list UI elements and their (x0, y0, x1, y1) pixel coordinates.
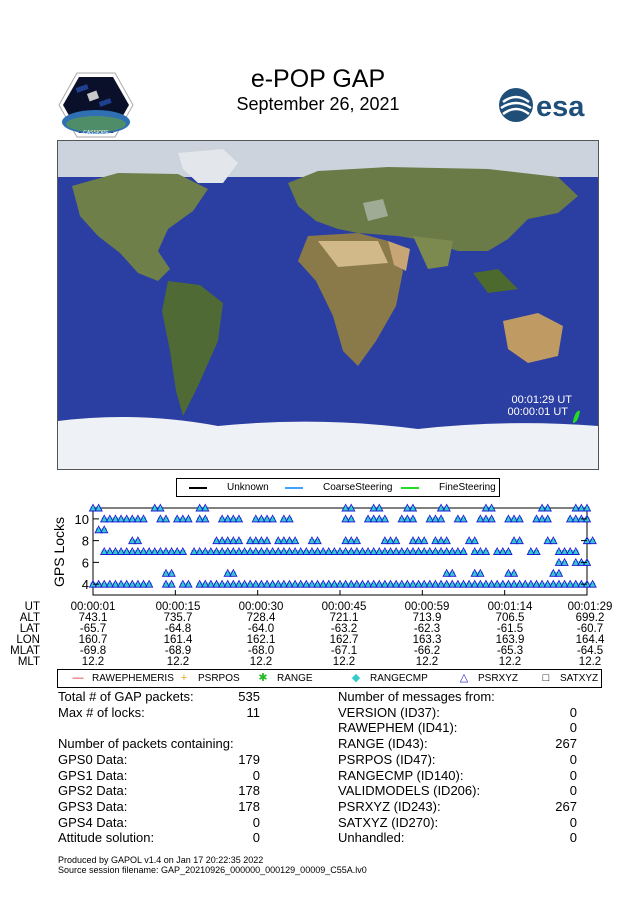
msg-legend-label: RANGE (277, 673, 313, 684)
stat-label: VALIDMODELS (ID206): (338, 783, 481, 799)
stat-value: 178 (238, 783, 260, 799)
lock-point (443, 505, 450, 512)
msg-legend-symbol: □ (542, 672, 550, 684)
eph-cell: -63.2 (330, 623, 358, 635)
lock-point (589, 537, 596, 544)
msg-legend-item (456, 670, 518, 687)
stat-label: VERSION (ID37): (338, 704, 440, 720)
stat-label: GPS3 Data: (58, 798, 128, 814)
stat-value: 11 (246, 704, 260, 720)
stat-value: 0 (569, 830, 577, 846)
eph-cell: -67.1 (330, 645, 358, 657)
stat-value: 178 (238, 798, 260, 814)
stat-label: RANGE (ID43): (338, 736, 428, 752)
eph-row-label: LAT (19, 623, 40, 635)
stat-value: 0 (252, 767, 260, 783)
esa-logo (496, 86, 596, 124)
lock-point (376, 505, 383, 512)
msg-legend-item (538, 670, 598, 687)
eph-cell: -65.3 (496, 645, 524, 657)
eph-cell: 12.2 (81, 656, 105, 668)
eph-cell: -64.0 (247, 623, 275, 635)
legend-coarse-line (285, 487, 303, 489)
msg-legend-symbol: △ (459, 672, 469, 684)
stat-value: 0 (569, 704, 577, 720)
eph-cell: 735.7 (163, 612, 193, 624)
ephemeris-table (0, 601, 636, 667)
msg-legend-label: SATXYZ (560, 673, 599, 684)
eph-cell: 162.7 (329, 634, 359, 646)
eph-cell: -68.9 (164, 645, 192, 657)
gps-locks-chart (40, 500, 600, 604)
msg-legend-symbol: — (72, 672, 84, 684)
stat-value: 0 (569, 814, 577, 830)
legend-fine-line (401, 487, 419, 489)
stat-label: PSRXYZ (ID243): (338, 798, 441, 814)
stat-label: GPS0 Data: (58, 751, 128, 767)
eph-cell: 00:00:45 (321, 601, 367, 613)
eph-cell: 699.2 (575, 612, 605, 624)
y-tick-label: 4 (81, 577, 89, 593)
stat-label: GPS4 Data: (58, 814, 128, 830)
eph-cell: 12.2 (498, 656, 522, 668)
track-label-end: 00:01:29 UT (511, 394, 572, 406)
eph-row-label: ALT (19, 612, 40, 624)
eph-cell: -64.8 (164, 623, 192, 635)
eph-cell: -69.8 (79, 645, 107, 657)
stat-label: Max # of locks: (58, 704, 145, 720)
eph-cell: 713.9 (412, 612, 442, 624)
eph-cell: 728.4 (246, 612, 276, 624)
msg-legend-label: PSRXYZ (478, 673, 519, 684)
eph-cell: 00:01:29 (567, 601, 613, 613)
eph-cell: -66.2 (413, 645, 441, 657)
y-tick-label: 10 (74, 511, 89, 527)
eph-cell: 164.4 (575, 634, 605, 646)
stat-label: RAWEPHEM (ID41): (338, 720, 458, 736)
eph-row-label: UT (24, 601, 40, 613)
msg-legend-item (348, 670, 428, 687)
eph-cell: -65.7 (79, 623, 107, 635)
eph-cell: 12.2 (249, 656, 273, 668)
lock-point (348, 505, 355, 512)
lock-point (544, 505, 551, 512)
page-title: e-POP GAP (250, 65, 386, 93)
svg-text:CASSIOPE: CASSIOPE (83, 130, 109, 136)
lock-point (584, 505, 591, 512)
legend-unknown-line (189, 487, 207, 489)
lock-point (589, 581, 596, 588)
eph-cell: 161.4 (163, 634, 193, 646)
eph-cell: 163.9 (495, 634, 525, 646)
eph-cell: 00:00:01 (70, 601, 116, 613)
stat-value: 179 (238, 751, 260, 767)
stat-label: Unhandled: (338, 830, 405, 846)
stat-value: 0 (569, 720, 577, 736)
stat-value: 267 (555, 798, 577, 814)
legend-coarse: CoarseSteering (285, 479, 392, 496)
stat-label: PSRPOS (ID47): (338, 751, 436, 767)
source-filename-text: Source session filename: GAP_20210926_000000_000129_00009_C55A.lv0 (58, 865, 367, 875)
lock-point (95, 505, 102, 512)
stat-value: 0 (252, 814, 260, 830)
msg-legend-label: RAWEPHEMERIS (92, 673, 174, 684)
steering-legend (176, 478, 500, 497)
eph-cell: 160.7 (78, 634, 108, 646)
eph-cell: -61.5 (496, 623, 524, 635)
stats-left (58, 690, 278, 850)
stat-value: 0 (569, 751, 577, 767)
eph-row-label: MLT (17, 656, 40, 668)
stat-label: SATXYZ (ID270): (338, 814, 439, 830)
eph-cell: 12.2 (415, 656, 439, 668)
eph-cell: 721.1 (329, 612, 359, 624)
stat-label: GPS2 Data: (58, 783, 128, 799)
eph-row-label: MLAT (10, 645, 40, 657)
eph-row-label: LON (16, 634, 40, 646)
lock-point (488, 505, 495, 512)
eph-cell: 00:00:15 (155, 601, 201, 613)
eph-cell: 12.2 (166, 656, 190, 668)
eph-cell: 00:01:14 (487, 601, 533, 613)
stats-right (338, 690, 583, 850)
eph-cell: 00:00:30 (238, 601, 284, 613)
page-date: September 26, 2021 (236, 94, 400, 114)
stat-label: GPS1 Data: (58, 767, 128, 783)
track-label-start: 00:00:01 UT (507, 406, 568, 418)
legend-unknown: Unknown (189, 479, 269, 496)
gps-locks-plot (40, 500, 600, 604)
svg-text:esa: esa (536, 91, 585, 123)
produced-by-text: Produced by GAPOL v1.4 on Jan 17 20:22:35 2022 (58, 855, 264, 865)
y-tick-label: 8 (81, 533, 89, 549)
eph-cell: -62.3 (413, 623, 441, 635)
eph-cell: -68.0 (247, 645, 275, 657)
y-tick-label: 6 (81, 555, 89, 571)
stat-value: 267 (555, 736, 577, 752)
eph-cell: 706.5 (495, 612, 525, 624)
msg-legend-item (70, 670, 174, 687)
lock-point (409, 505, 416, 512)
msg-legend-symbol: ◆ (351, 672, 361, 684)
stat-value: 535 (238, 689, 260, 704)
y-axis-label: GPS Locks (51, 516, 67, 588)
lock-point (202, 505, 209, 512)
msg-legend-symbol: + (180, 672, 188, 684)
stat-value: 0 (252, 830, 260, 846)
eph-cell: 743.1 (78, 612, 108, 624)
msg-legend-item (176, 670, 240, 687)
eph-cell: 162.1 (246, 634, 276, 646)
stat-label: Attitude solution: (58, 830, 155, 846)
stat-label: Number of messages from: (338, 689, 495, 704)
stat-label: Total # of GAP packets: (58, 689, 194, 704)
stat-value: 0 (569, 767, 577, 783)
stat-value: 0 (569, 783, 577, 799)
legend-fine: FineSteering (401, 479, 496, 496)
message-legend (57, 669, 602, 688)
eph-cell: 12.2 (332, 656, 356, 668)
msg-legend-symbol: ✱ (258, 672, 268, 684)
eph-cell: 00:00:59 (404, 601, 450, 613)
msg-legend-label: RANGECMP (370, 673, 428, 684)
eph-cell: -60.7 (576, 623, 604, 635)
world-map (57, 140, 599, 470)
eph-cell: 163.3 (412, 634, 442, 646)
msg-legend-label: PSRPOS (198, 673, 240, 684)
stat-label: RANGECMP (ID140): (338, 767, 464, 783)
lock-point (157, 505, 164, 512)
stat-label: Number of packets containing: (58, 736, 234, 752)
msg-legend-item (255, 670, 313, 687)
eph-cell: -64.5 (576, 645, 604, 657)
eph-cell: 12.2 (578, 656, 602, 668)
